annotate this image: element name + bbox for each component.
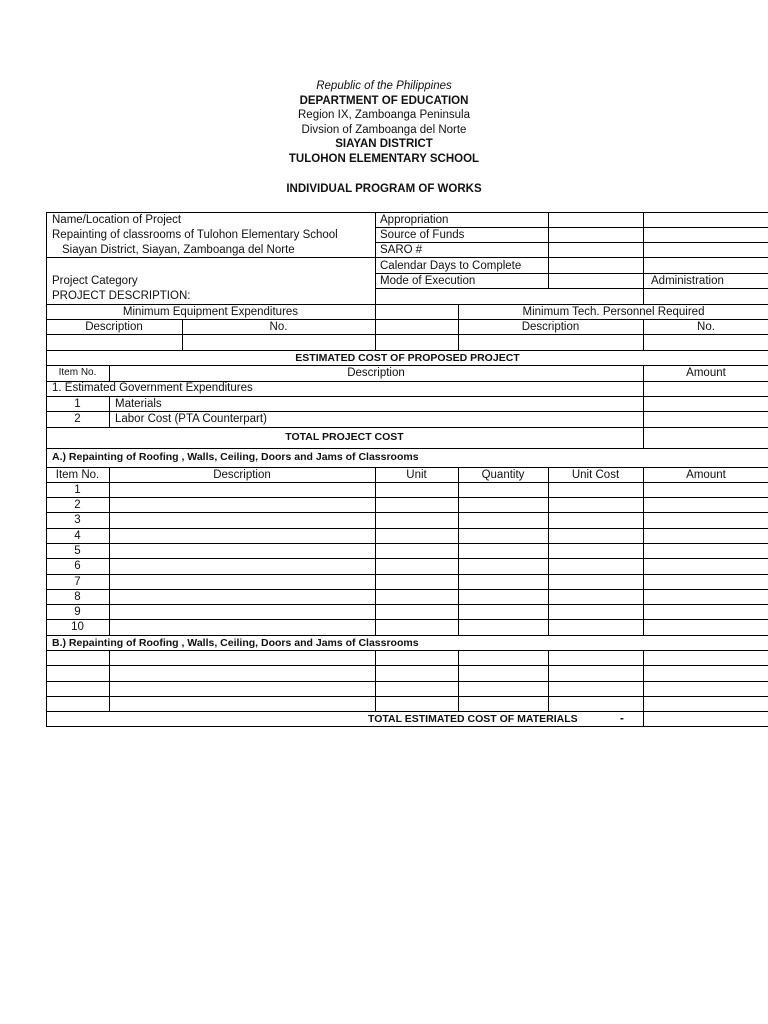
table-row-item-no: 1 [74,484,81,496]
vline [548,467,549,635]
header-division: Divsion of Zamboanga del Norte [301,123,467,136]
vline [375,650,376,711]
personnel-description-label: Description [521,321,580,333]
hline [46,681,768,682]
estimated-item-no: 1 [74,398,81,410]
name-location-label: Name/Location of Project [52,214,182,226]
hline [46,482,768,483]
hline [46,604,768,605]
hline [46,543,768,544]
estimated-cost-heading: ESTIMATED COST OF PROPOSED PROJECT [295,352,520,364]
estimated-description-label: Description [347,367,405,379]
table-row-item-no: 9 [74,606,81,618]
hline [46,574,768,575]
equipment-heading: Minimum Equipment Expenditures [122,306,299,318]
hline [46,665,768,666]
government-expenditures: 1. Estimated Government Expenditures [52,382,253,394]
hline [375,242,768,243]
section-b-heading: B.) Repainting of Roofing , Walls, Ceiling, Doors and Jams of Classrooms [52,637,419,649]
table-row-item-no: 7 [74,576,81,588]
section-a-heading: A.) Repainting of Roofing , Walls, Ceiling, Doors and Jams of Classrooms [52,451,419,463]
header-region: Region IX, Zamboanga Peninsula [298,109,470,122]
estimated-item-label: Materials [115,398,162,410]
table-row-item-no: 4 [74,530,81,542]
total-materials-label: TOTAL ESTIMATED COST OF MATERIALS [368,713,578,725]
col-unit: Unit [406,469,427,481]
table-row-item-no: 3 [74,514,81,526]
vline [375,304,376,350]
table-row-item-no: 6 [74,560,81,572]
col-unit-cost: Unit Cost [571,469,620,481]
hline [46,650,768,651]
calendar-days-label: Calendar Days to Complete [380,260,522,272]
col-amount: Amount [686,469,726,481]
personnel-heading: Minimum Tech. Personnel Required [522,306,705,318]
header-department: DEPARTMENT OF EDUCATION [299,94,469,107]
total-materials-value: - [620,713,624,725]
personnel-no-label: No. [697,321,715,333]
vline [643,650,644,726]
hline [46,528,768,529]
header-district: SIAYAN DISTRICT [335,138,433,151]
vline [375,467,376,635]
project-location: Siayan District, Siayan, Zamboanga del Norte [62,244,295,256]
project-description-label: PROJECT DESCRIPTION: [52,290,191,302]
hline [375,288,768,289]
estimated-item-no-label: Item No. [58,367,97,378]
estimated-item-label: Labor Cost (PTA Counterpart) [115,413,267,425]
vline [375,212,376,304]
vline [548,650,549,711]
mode-of-execution-value: Administration [651,275,724,287]
col-item-no: Item No. [55,469,100,481]
equipment-no-label: No. [269,321,288,333]
vline [548,212,549,288]
vline [643,212,644,304]
estimated-item-no: 2 [74,413,81,425]
hline [46,589,768,590]
hline [46,558,768,559]
vline [109,396,110,427]
hline [46,696,768,697]
hline [46,497,768,498]
col-description: Description [213,469,271,481]
vline [109,467,110,635]
source-of-funds-label: Source of Funds [380,229,465,241]
header-republic: Republic of the Philippines [316,80,452,92]
table-row-item-no: 8 [74,591,81,603]
saro-label: SARO # [380,244,423,256]
hline [46,619,768,620]
table-row-item-no: 2 [74,499,81,511]
hline [46,427,768,428]
hline [46,257,768,258]
equipment-description-label: Description [85,321,143,333]
table-row-item-no: 10 [71,621,84,633]
hline [46,726,768,727]
document-title: INDIVIDUAL PROGRAM OF WORKS [286,183,482,195]
vline [458,650,459,711]
vline [109,650,110,711]
project-category-label: Project Category [52,275,138,287]
header-school: TULOHON ELEMENTARY SCHOOL [288,152,480,165]
hline [46,448,768,449]
mode-of-execution-label: Mode of Execution [380,275,476,287]
col-quantity: Quantity [481,469,525,481]
appropriation-label: Appropriation [380,214,449,226]
hline [46,512,768,513]
total-project-cost: TOTAL PROJECT COST [285,431,404,443]
hline [46,334,768,335]
estimated-amount-label: Amount [686,367,726,379]
document-header [0,79,768,167]
vline [643,467,644,635]
vline [458,467,459,635]
program-of-works-form [46,212,768,727]
table-row-item-no: 5 [74,545,81,557]
project-name: Repainting of classrooms of Tulohon Elementary School [52,229,338,241]
